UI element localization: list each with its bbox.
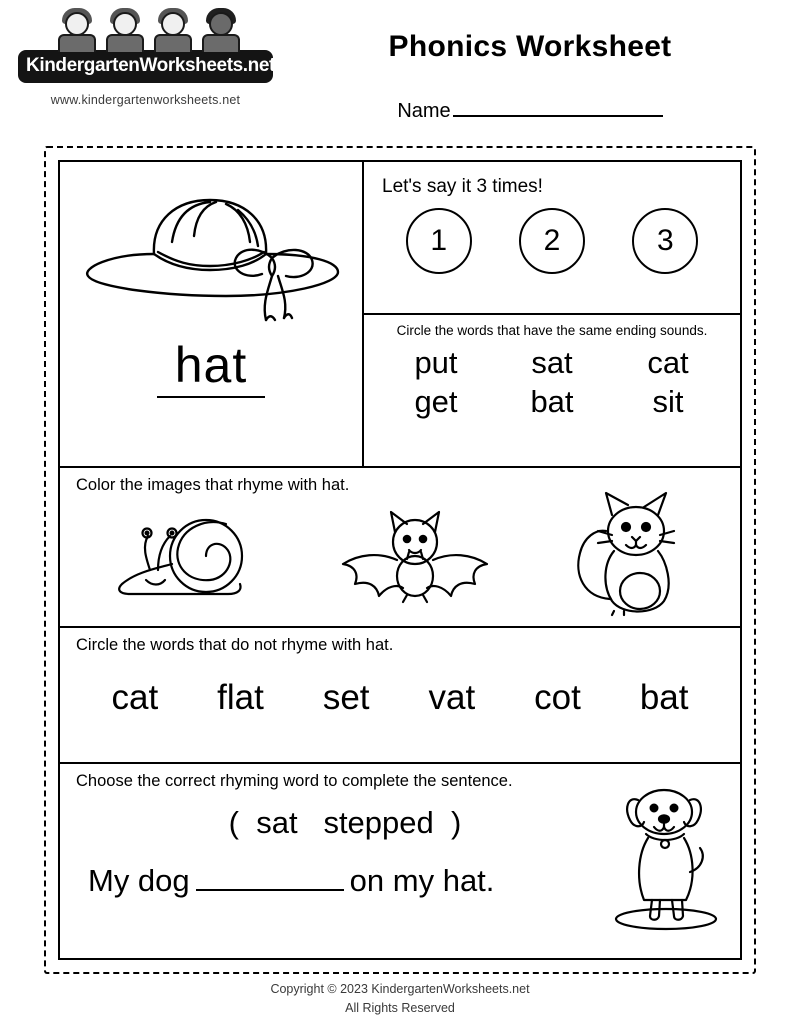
circle-words-instruction: Circle the words that do not rhyme with hat. <box>76 636 394 654</box>
circle-word-4[interactable]: vat <box>428 678 476 717</box>
count-circle-3[interactable]: 3 <box>632 208 698 274</box>
ending-word-2[interactable]: sat <box>531 345 573 380</box>
sentence-answer-blank[interactable] <box>196 889 344 891</box>
footer-rights: All Rights Reserved <box>345 1000 455 1015</box>
kid-figure-3 <box>150 8 196 52</box>
kid-figure-2 <box>102 8 148 52</box>
ending-word-5[interactable]: bat <box>530 383 574 419</box>
footer-copyright: Copyright © 2023 KindergartenWorksheets.net <box>270 982 530 996</box>
color-rhyme-images <box>60 495 740 613</box>
color-rhyme-instruction: Color the images that rhyme with hat. <box>76 476 350 494</box>
choices-open-paren: ( <box>228 805 239 840</box>
picture-word-underline <box>157 396 265 398</box>
say-it-section <box>364 162 740 315</box>
circle-word-3[interactable]: set <box>322 678 370 717</box>
ending-sounds-section <box>364 315 740 466</box>
row-picture-and-words <box>60 162 740 468</box>
page-footer <box>0 980 800 1018</box>
sentence-start-text: My dog <box>88 863 190 898</box>
ending-word-1[interactable]: put <box>414 345 458 380</box>
sentence-section <box>60 764 740 958</box>
circle-word-1[interactable]: cat <box>111 678 159 717</box>
sentence-end-text: on my hat. <box>349 863 495 898</box>
kids-illustration <box>24 8 273 52</box>
site-logo[interactable] <box>18 8 273 107</box>
count-circle-1[interactable]: 1 <box>406 208 472 274</box>
logo-wordmark <box>18 50 273 83</box>
choices-close-paren: ) <box>451 805 462 840</box>
picture-card <box>60 162 364 466</box>
kid-figure-4 <box>198 8 244 52</box>
say-it-instruction: Let's say it 3 times! <box>382 176 543 197</box>
choice-option-1[interactable]: sat <box>256 805 298 840</box>
ending-sounds-word-grid <box>364 344 740 422</box>
picture-word: hat <box>174 337 248 393</box>
circle-word-5[interactable]: cot <box>534 678 581 717</box>
choice-option-2[interactable]: stepped <box>323 805 434 840</box>
color-rhyme-section <box>60 468 740 628</box>
circle-word-6[interactable]: bat <box>639 678 689 717</box>
say-it-counters <box>364 208 740 274</box>
hat-illustration <box>76 184 346 334</box>
worksheet-frame <box>44 146 756 974</box>
ending-sounds-instruction: Circle the words that have the same ending sounds. <box>396 323 708 338</box>
sentence-instruction: Choose the correct rhyming word to complete the sentence. <box>76 772 513 790</box>
site-url: www.kindergartenworksheets.net <box>50 93 241 107</box>
bat-illustration[interactable] <box>325 502 505 606</box>
circle-words-list <box>60 655 740 741</box>
cat-illustration[interactable] <box>548 479 698 629</box>
dog-illustration <box>606 776 726 936</box>
logo-wordmark-text: KindergartenWorksheets.net <box>26 55 275 76</box>
ending-word-3[interactable]: cat <box>647 345 689 380</box>
page-title: Phonics Worksheet <box>388 30 672 63</box>
count-circle-2[interactable]: 2 <box>519 208 585 274</box>
right-column <box>364 162 740 466</box>
name-input-line[interactable] <box>453 115 663 117</box>
kid-figure-1 <box>54 8 100 52</box>
name-label: Name <box>397 100 451 122</box>
worksheet-grid <box>58 160 742 960</box>
snail-illustration[interactable] <box>102 502 282 606</box>
ending-word-6[interactable]: sit <box>652 383 684 419</box>
circle-words-section <box>60 628 740 764</box>
name-field-row <box>280 100 780 123</box>
circle-word-2[interactable]: flat <box>217 678 264 717</box>
page-header <box>0 0 800 140</box>
ending-word-4[interactable]: get <box>414 383 458 419</box>
